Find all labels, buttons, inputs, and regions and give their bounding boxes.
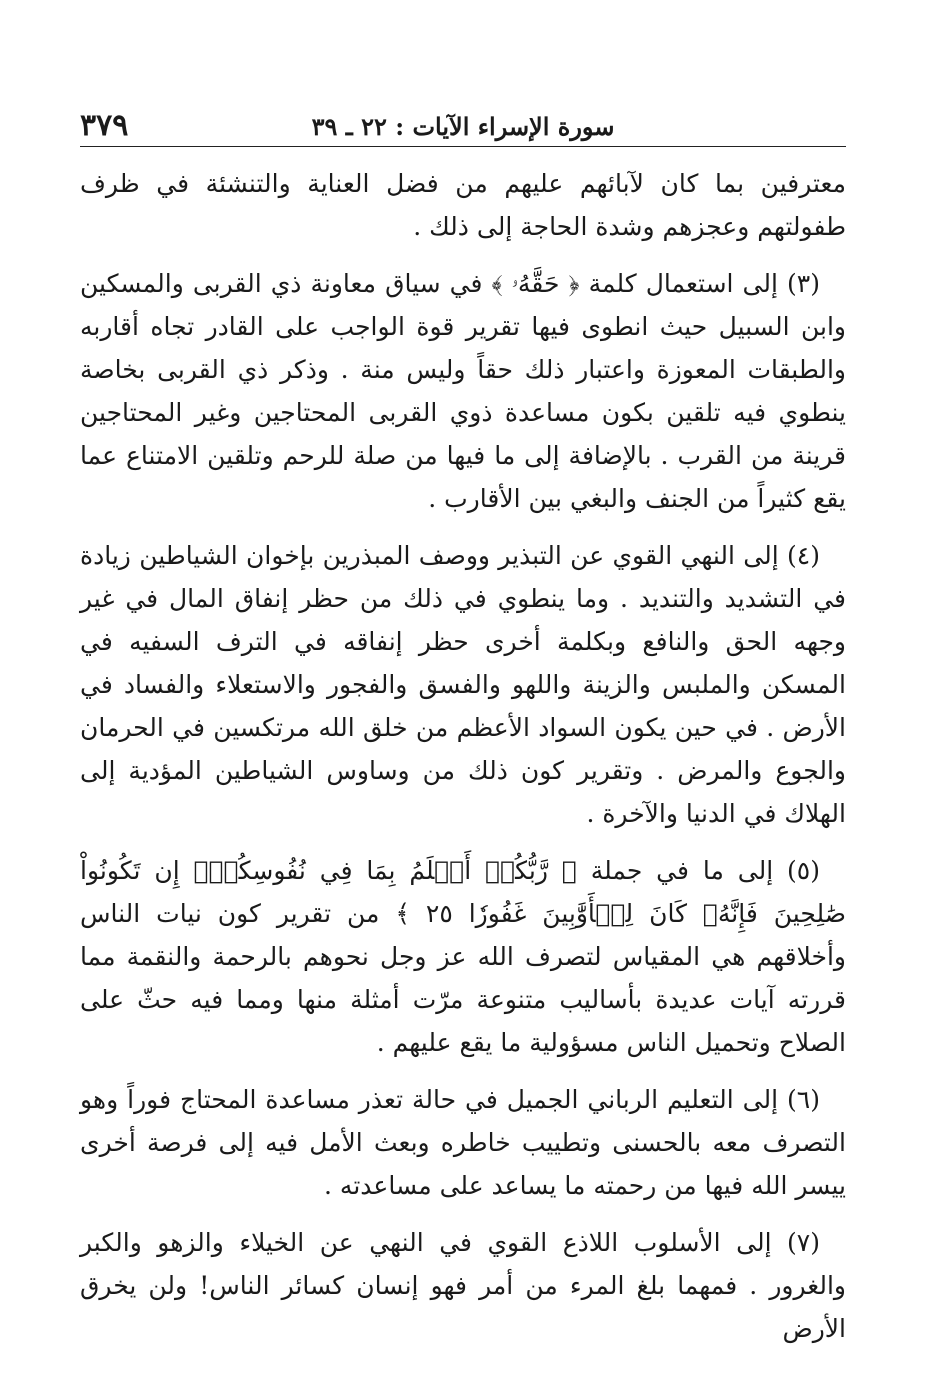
paragraph-point-6: (٦) إلى التعليم الرباني الجميل في حالة تعذر مساعدة المحتاج فوراً وهو التصرف معه بالحسنى وتطييب خاطره وبعث الأمل فيه إلى فرصة أخرى ييسر الله فيها من رحمته ما يساعد على مساعدته . [80, 1085, 846, 1200]
page-number: ٣٧٩ [80, 108, 129, 143]
page-body [80, 162, 846, 1364]
page-header [80, 106, 846, 148]
paragraph-point-3: (٣) إلى استعمال كلمة ﴿ حَقَّهُۥ ﴾ في سياق معاونة ذي القربى والمسكين وابن السبيل حيث انطوى فيها تقرير قوة الواجب على القادر تجاه أقاربه والطبقات المعوزة واعتبار ذلك حقاً وليس منة . وذكر ذي القربى بخاصة ينطوي فيه تلقين بكون مساعدة ذوي القربى المحتاجين وغير المحتاجين قرينة من القرب . بالإضافة إلى ما فيها من صلة للرحم وتلقين الامتناع عما يقع كثيراً من الجنف والبغي بين الأقارب . [80, 269, 846, 513]
chapter-title: سورة الإسراء الآيات : ٢٢ ـ ٣٩ [311, 112, 615, 141]
header-divider [80, 146, 846, 147]
paragraph-point-5: (٥) إلى ما في جملة ﴿ رَّبُّكُمۡ أَعۡلَمُ بِمَا فِي نُفُوسِكُمۡۚ إِن تَكُونُواْ صَٰلِحِينَ فَإِنَّهُۥ كَانَ لِلۡأَوَّٰبِينَ غَفُورٗا ٢٥ ﴾ من تقرير كون نيات الناس وأخلاقهم هي المقياس لتصرف الله عز وجل نحوهم بالرحمة والنقمة مما قررته آيات عديدة بأساليب متنوعة مرّت أمثلة منها ومما فيه حثّ على الصلاح وتحميل الناس مسؤولية ما يقع عليهم . [80, 856, 846, 1057]
paragraph-point-4: (٤) إلى النهي القوي عن التبذير ووصف المبذرين بإخوان الشياطين زيادة في التشديد والتنديد . وما ينطوي في ذلك من حظر إنفاق المال في غير وجهه الحق والنافع وبكلمة أخرى حظر إنفاقه في الترف السفيه في المسكن والملبس والزينة واللهو والفسق والفجور والاستعلاء والفساد في الأرض . في حين يكون السواد الأعظم من خلق الله مرتكسين في الحرمان والجوع والمرض . وتقرير كون ذلك من وساوس الشياطين المؤدية إلى الهلاك في الدنيا والآخرة . [80, 541, 846, 828]
paragraph-point-7: (٧) إلى الأسلوب اللاذع القوي في النهي عن الخيلاء والزهو والكبر والغرور . فمهما بلغ المرء من أمر فهو إنسان كسائر الناس! ولن يخرق الأرض [80, 1228, 846, 1343]
paragraph-continuation: معترفين بما كان لآبائهم عليهم من فضل العناية والتنشئة في ظرف طفولتهم وعجزهم وشدة الحاجة إلى ذلك . [80, 169, 846, 241]
